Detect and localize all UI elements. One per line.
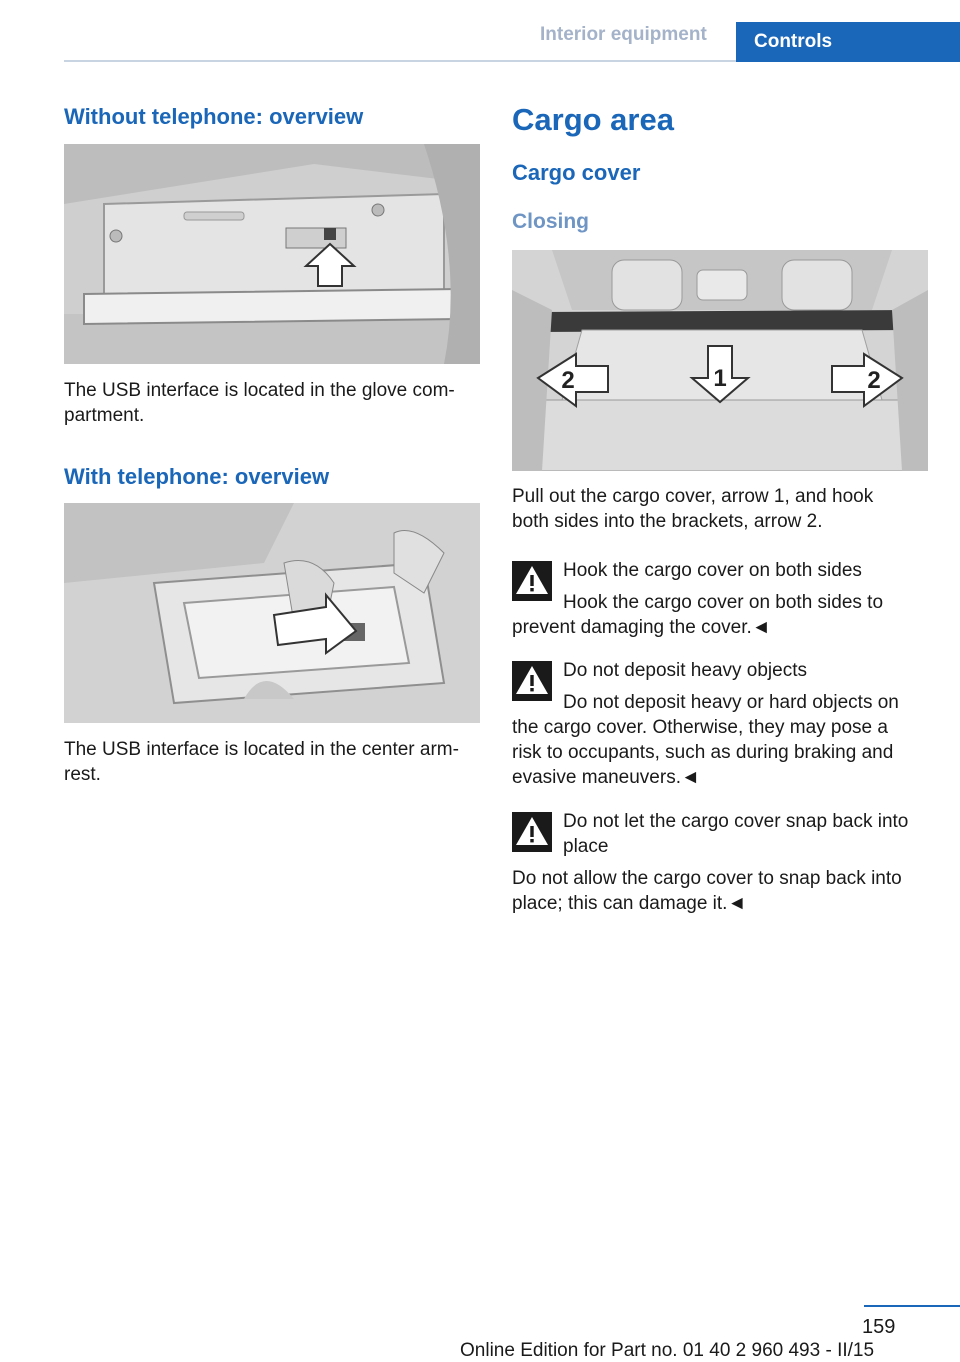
figure-label-1: 1	[713, 365, 727, 392]
center-armrest-image	[64, 503, 480, 723]
footer-rule	[864, 1305, 960, 1307]
warning-text-continued: the cargo cover. Otherwise, they may pose a risk to occupants, such as during braking and evasive maneuvers.◄	[512, 717, 894, 788]
figure-label-2-left: 2	[561, 367, 575, 394]
heading-with-telephone: With telephone: overview	[64, 464, 330, 489]
glove-compartment-caption: The USB interface is located in the glove com- partment.	[64, 380, 455, 426]
warning-icon	[512, 561, 552, 601]
edition-line: Online Edition for Part no. 01 40 2 960 493 - II/15	[460, 1340, 875, 1361]
warning-text-continued: Do not allow the cargo cover to snap back into place; this can damage it.◄	[512, 868, 902, 914]
warning-text: Do not deposit heavy or hard objects on	[563, 692, 899, 713]
glove-compartment-image	[64, 144, 480, 364]
warning-title: Hook the cargo cover on both sides	[563, 560, 862, 581]
cargo-cover-image	[512, 250, 928, 471]
chapter-tab[interactable]: Controls	[736, 22, 960, 62]
warning-icon	[512, 812, 552, 852]
heading-without-telephone: Without telephone: overview	[64, 104, 364, 129]
center-armrest-caption: The USB interface is located in the center arm- rest.	[64, 739, 459, 785]
figure-label-2-right: 2	[867, 367, 881, 394]
warning-text: Hook the cargo cover on both sides to	[563, 592, 884, 613]
warning-icon	[512, 661, 552, 701]
closing-heading: Closing	[512, 210, 589, 233]
cargo-area-title: Cargo area	[512, 102, 674, 137]
page-number: 159	[862, 1316, 896, 1338]
cargo-cover-heading: Cargo cover	[512, 160, 641, 185]
warning-title: Do not deposit heavy objects	[563, 660, 807, 681]
warning-title: Do not let the cargo cover snap back into place	[563, 811, 909, 857]
section-tab[interactable]: Interior equipment	[540, 24, 707, 45]
warning-text-continued: prevent damaging the cover.◄	[512, 617, 771, 638]
cargo-cover-instruction: Pull out the cargo cover, arrow 1, and hook both sides into the brackets, arrow 2.	[512, 486, 874, 532]
